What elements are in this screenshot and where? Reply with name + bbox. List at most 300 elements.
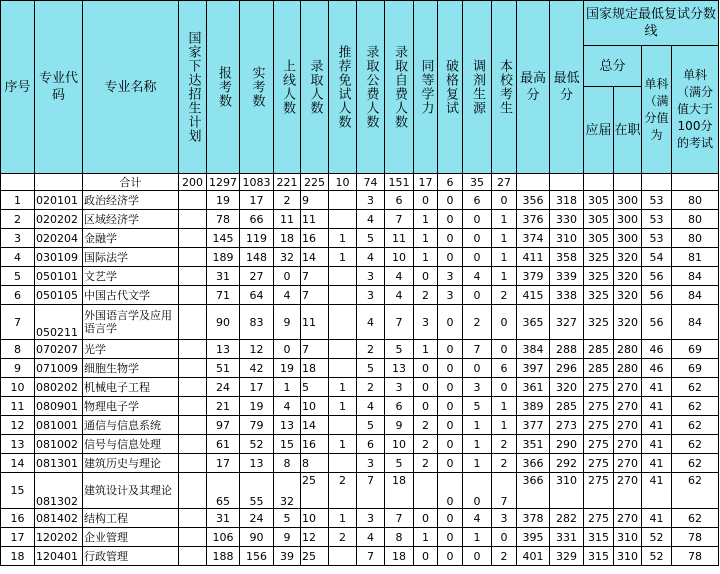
cell-admitted: 7 <box>301 267 329 286</box>
cell-seq: 7 <box>1 305 35 340</box>
cell-s2: 84 <box>672 305 719 340</box>
header-own-school: 本校考生 <box>492 1 517 174</box>
cell-exception: 0 <box>438 473 463 509</box>
total-code <box>35 174 83 191</box>
cell-seq: 4 <box>1 248 35 267</box>
cell-admitted: 11 <box>301 305 329 340</box>
cell-admitted: 5 <box>301 378 329 397</box>
cell-self-fee: 4 <box>385 267 414 286</box>
cell-seq: 16 <box>1 509 35 528</box>
cell-transfer: 0 <box>463 359 492 378</box>
cell-code: 081302 <box>35 473 83 509</box>
cell-s2: 62 <box>672 435 719 454</box>
cell-fresh: 275 <box>584 509 614 528</box>
cell-public-fee: 6 <box>357 435 385 454</box>
cell-transfer: 0 <box>463 547 492 566</box>
cell-s1: 56 <box>642 286 672 305</box>
cell-public-fee: 4 <box>357 210 385 229</box>
cell-online: 4 <box>274 286 301 305</box>
cell-actual: 79 <box>240 416 274 435</box>
cell-equiv <box>414 473 438 509</box>
total-fresh <box>584 174 614 191</box>
total-seq <box>1 174 35 191</box>
cell-highest: 378 <box>517 509 550 528</box>
cell-equiv: 0 <box>414 547 438 566</box>
cell-fresh: 305 <box>584 191 614 210</box>
cell-admitted: 12 <box>301 528 329 547</box>
cell-actual: 19 <box>240 397 274 416</box>
cell-exception: 0 <box>438 210 463 229</box>
table-row <box>1 340 719 359</box>
cell-online: 2 <box>274 191 301 210</box>
table-row <box>1 359 719 378</box>
cell-code: 070207 <box>35 340 83 359</box>
cell-fresh: 325 <box>584 305 614 340</box>
cell-fresh: 315 <box>584 547 614 566</box>
table-row <box>1 229 719 248</box>
cell-s1: 52 <box>642 528 672 547</box>
cell-own-school: 2 <box>492 435 517 454</box>
cell-seq: 13 <box>1 435 35 454</box>
cell-recommended <box>329 416 357 435</box>
cell-public-fee: 5 <box>357 416 385 435</box>
cell-s1: 53 <box>642 229 672 248</box>
cell-seq: 11 <box>1 397 35 416</box>
cell-code: 071009 <box>35 359 83 378</box>
cell-code: 080901 <box>35 397 83 416</box>
cell-lowest: 331 <box>550 528 584 547</box>
cell-applied: 31 <box>207 267 240 286</box>
cell-transfer: 0 <box>463 229 492 248</box>
cell-transfer: 5 <box>463 397 492 416</box>
cell-recommended <box>329 340 357 359</box>
cell-name: 文艺学 <box>83 267 179 286</box>
cell-applied: 71 <box>207 286 240 305</box>
cell-employed: 280 <box>614 340 642 359</box>
cell-self-fee: 4 <box>385 286 414 305</box>
cell-exception: 0 <box>438 229 463 248</box>
cell-employed: 320 <box>614 286 642 305</box>
cell-name: 国际法学 <box>83 248 179 267</box>
cell-admitted: 14 <box>301 416 329 435</box>
cell-exception: 0 <box>438 397 463 416</box>
cell-name: 光学 <box>83 340 179 359</box>
table-row <box>1 528 719 547</box>
cell-fresh: 305 <box>584 210 614 229</box>
cell-s1: 53 <box>642 210 672 229</box>
cell-s1: 41 <box>642 416 672 435</box>
cell-online: 39 <box>274 547 301 566</box>
cell-employed: 270 <box>614 509 642 528</box>
cell-highest: 379 <box>517 267 550 286</box>
total-lowest <box>550 174 584 191</box>
cell-lowest: 285 <box>550 397 584 416</box>
cell-self-fee: 9 <box>385 416 414 435</box>
header-total-score: 总分 <box>584 46 642 87</box>
cell-actual: 64 <box>240 286 274 305</box>
cell-exception: 0 <box>438 547 463 566</box>
cell-name: 建筑设计及其理论 <box>83 473 179 509</box>
cell-public-fee: 3 <box>357 267 385 286</box>
cell-seq: 1 <box>1 191 35 210</box>
cell-s1: 41 <box>642 473 672 509</box>
cell-seq: 2 <box>1 210 35 229</box>
cell-employed: 310 <box>614 547 642 566</box>
cell-equiv: 1 <box>414 210 438 229</box>
cell-transfer: 1 <box>463 416 492 435</box>
cell-applied: 90 <box>207 305 240 340</box>
cell-self-fee: 7 <box>385 509 414 528</box>
cell-plan <box>179 397 207 416</box>
cell-transfer: 0 <box>463 210 492 229</box>
cell-fresh: 325 <box>584 267 614 286</box>
cell-s2: 62 <box>672 416 719 435</box>
cell-s1: 52 <box>642 547 672 566</box>
total-online: 221 <box>274 174 301 191</box>
cell-applied: 78 <box>207 210 240 229</box>
cell-s1: 41 <box>642 509 672 528</box>
cell-own-school: 0 <box>492 305 517 340</box>
cell-lowest: 338 <box>550 286 584 305</box>
cell-name: 机械电子工程 <box>83 378 179 397</box>
cell-applied: 17 <box>207 454 240 473</box>
cell-online: 19 <box>274 359 301 378</box>
cell-recommended <box>329 547 357 566</box>
cell-transfer: 2 <box>463 305 492 340</box>
cell-employed: 270 <box>614 473 642 509</box>
cell-transfer: 4 <box>463 509 492 528</box>
cell-exception: 0 <box>438 416 463 435</box>
cell-exception: 0 <box>438 528 463 547</box>
cell-s2: 80 <box>672 191 719 210</box>
cell-recommended: 1 <box>329 378 357 397</box>
total-s2 <box>672 174 719 191</box>
cell-equiv: 2 <box>414 435 438 454</box>
cell-own-school: 1 <box>492 229 517 248</box>
cell-s2: 80 <box>672 210 719 229</box>
cell-fresh: 275 <box>584 435 614 454</box>
cell-admitted: 8 <box>301 454 329 473</box>
header-fresh: 应届 <box>584 87 614 174</box>
cell-actual: 66 <box>240 210 274 229</box>
cell-exception: 3 <box>438 286 463 305</box>
header-transfer: 调剂生源 <box>463 1 492 174</box>
cell-highest: 376 <box>517 210 550 229</box>
header-self-fee: 录取自费人数 <box>385 1 414 174</box>
cell-equiv: 2 <box>414 454 438 473</box>
cell-s2: 62 <box>672 378 719 397</box>
table-row <box>1 210 719 229</box>
cell-code: 020204 <box>35 229 83 248</box>
cell-plan <box>179 378 207 397</box>
cell-applied: 13 <box>207 340 240 359</box>
cell-online: 1 <box>274 378 301 397</box>
cell-admitted: 16 <box>301 435 329 454</box>
header-applied: 报考数 <box>207 1 240 174</box>
cell-public-fee: 2 <box>357 378 385 397</box>
cell-lowest: 296 <box>550 359 584 378</box>
cell-highest: 365 <box>517 305 550 340</box>
cell-highest: 401 <box>517 547 550 566</box>
cell-transfer: 3 <box>463 378 492 397</box>
cell-self-fee: 3 <box>385 378 414 397</box>
cell-fresh: 275 <box>584 416 614 435</box>
cell-applied: 61 <box>207 435 240 454</box>
cell-s2: 78 <box>672 547 719 566</box>
header-seq: 序号 <box>1 1 35 174</box>
total-exception: 6 <box>438 174 463 191</box>
table-row <box>1 454 719 473</box>
cell-actual: 42 <box>240 359 274 378</box>
cell-lowest: 290 <box>550 435 584 454</box>
cell-seq: 14 <box>1 454 35 473</box>
table-row <box>1 416 719 435</box>
cell-own-school: 1 <box>492 248 517 267</box>
cell-plan <box>179 210 207 229</box>
cell-actual: 17 <box>240 191 274 210</box>
cell-plan <box>179 473 207 509</box>
cell-own-school: 2 <box>492 286 517 305</box>
cell-transfer: 1 <box>463 435 492 454</box>
cell-actual: 90 <box>240 528 274 547</box>
cell-s2: 84 <box>672 267 719 286</box>
header-lowest: 最低分 <box>550 1 584 174</box>
cell-plan <box>179 248 207 267</box>
cell-applied: 97 <box>207 416 240 435</box>
header-online: 上线人数 <box>274 1 301 174</box>
cell-employed: 270 <box>614 454 642 473</box>
cell-equiv: 2 <box>414 416 438 435</box>
cell-recommended: 2 <box>329 528 357 547</box>
cell-exception: 0 <box>438 378 463 397</box>
cell-applied: 189 <box>207 248 240 267</box>
cell-s2: 69 <box>672 359 719 378</box>
cell-applied: 188 <box>207 547 240 566</box>
cell-public-fee: 5 <box>357 359 385 378</box>
cell-online: 15 <box>274 435 301 454</box>
cell-equiv: 0 <box>414 509 438 528</box>
cell-self-fee: 10 <box>385 435 414 454</box>
cell-own-school: 7 <box>492 473 517 509</box>
header-single-gt100: 单科（满分值大于100分的考试 <box>672 46 719 174</box>
cell-own-school: 0 <box>492 528 517 547</box>
cell-plan <box>179 359 207 378</box>
total-recommended: 10 <box>329 174 357 191</box>
cell-actual: 27 <box>240 267 274 286</box>
cell-own-school: 6 <box>492 359 517 378</box>
header-name: 专业名称 <box>83 1 179 174</box>
cell-lowest: 273 <box>550 416 584 435</box>
total-equiv: 17 <box>414 174 438 191</box>
cell-applied: 21 <box>207 397 240 416</box>
cell-lowest: 329 <box>550 547 584 566</box>
cell-s2: 81 <box>672 248 719 267</box>
cell-name: 中国古代文学 <box>83 286 179 305</box>
cell-name: 细胞生物学 <box>83 359 179 378</box>
cell-online: 0 <box>274 267 301 286</box>
cell-name: 企业管理 <box>83 528 179 547</box>
cell-name: 结构工程 <box>83 509 179 528</box>
cell-lowest: 292 <box>550 454 584 473</box>
cell-admitted: 18 <box>301 359 329 378</box>
cell-s1: 41 <box>642 435 672 454</box>
cell-online: 32 <box>274 248 301 267</box>
cell-s1: 46 <box>642 359 672 378</box>
cell-plan <box>179 286 207 305</box>
total-highest <box>517 174 550 191</box>
cell-lowest: 327 <box>550 305 584 340</box>
cell-self-fee: 6 <box>385 397 414 416</box>
cell-s2: 69 <box>672 340 719 359</box>
cell-s1: 46 <box>642 340 672 359</box>
cell-name: 金融学 <box>83 229 179 248</box>
cell-self-fee: 5 <box>385 454 414 473</box>
total-row <box>1 174 719 191</box>
cell-employed: 270 <box>614 397 642 416</box>
cell-actual: 83 <box>240 305 274 340</box>
cell-highest: 389 <box>517 397 550 416</box>
table-row <box>1 435 719 454</box>
cell-seq: 6 <box>1 286 35 305</box>
cell-code: 120401 <box>35 547 83 566</box>
header-employed: 在职 <box>614 87 642 174</box>
table-row <box>1 191 719 210</box>
cell-highest: 351 <box>517 435 550 454</box>
cell-online: 0 <box>274 340 301 359</box>
cell-online: 11 <box>274 210 301 229</box>
cell-plan <box>179 305 207 340</box>
cell-employed: 320 <box>614 248 642 267</box>
cell-self-fee: 6 <box>385 191 414 210</box>
cell-plan <box>179 229 207 248</box>
cell-employed: 300 <box>614 191 642 210</box>
cell-code: 120202 <box>35 528 83 547</box>
cell-code: 030109 <box>35 248 83 267</box>
cell-admitted: 14 <box>301 248 329 267</box>
cell-actual: 55 <box>240 473 274 509</box>
header-single-le100: 单科（满分值为 <box>642 46 672 174</box>
cell-recommended <box>329 359 357 378</box>
cell-online: 18 <box>274 229 301 248</box>
cell-lowest: 358 <box>550 248 584 267</box>
cell-public-fee: 3 <box>357 454 385 473</box>
header-highest: 最高分 <box>517 1 550 174</box>
cell-employed: 270 <box>614 416 642 435</box>
cell-seq: 18 <box>1 547 35 566</box>
total-public-fee: 74 <box>357 174 385 191</box>
cell-fresh: 275 <box>584 454 614 473</box>
cell-highest: 415 <box>517 286 550 305</box>
cell-fresh: 275 <box>584 473 614 509</box>
cell-equiv: 0 <box>414 191 438 210</box>
cell-lowest: 310 <box>550 229 584 248</box>
cell-actual: 156 <box>240 547 274 566</box>
cell-s2: 78 <box>672 528 719 547</box>
cell-plan <box>179 547 207 566</box>
cell-plan <box>179 340 207 359</box>
cell-exception: 0 <box>438 248 463 267</box>
header-recommended: 推荐免试人数 <box>329 1 357 174</box>
cell-lowest: 339 <box>550 267 584 286</box>
cell-self-fee: 8 <box>385 528 414 547</box>
cell-own-school: 3 <box>492 509 517 528</box>
cell-s2: 80 <box>672 229 719 248</box>
cell-own-school: 0 <box>492 191 517 210</box>
cell-recommended <box>329 305 357 340</box>
cell-lowest: 288 <box>550 340 584 359</box>
cell-exception: 0 <box>438 340 463 359</box>
cell-public-fee: 2 <box>357 340 385 359</box>
cell-plan <box>179 509 207 528</box>
table-row <box>1 378 719 397</box>
cell-fresh: 285 <box>584 359 614 378</box>
cell-public-fee: 5 <box>357 229 385 248</box>
cell-name: 政治经济学 <box>83 191 179 210</box>
cell-recommended: 1 <box>329 229 357 248</box>
table-header <box>1 1 719 174</box>
cell-seq: 17 <box>1 528 35 547</box>
cell-seq: 15 <box>1 473 35 509</box>
cell-exception: 0 <box>438 359 463 378</box>
cell-s1: 56 <box>642 305 672 340</box>
cell-name: 物理电子学 <box>83 397 179 416</box>
cell-equiv: 0 <box>414 378 438 397</box>
cell-own-school: 2 <box>492 547 517 566</box>
cell-recommended: 1 <box>329 435 357 454</box>
table-row <box>1 547 719 566</box>
header-public-fee: 录取公费人数 <box>357 1 385 174</box>
cell-code: 081301 <box>35 454 83 473</box>
total-employed <box>614 174 642 191</box>
cell-equiv: 1 <box>414 340 438 359</box>
cell-online: 8 <box>274 454 301 473</box>
cell-admitted: 7 <box>301 340 329 359</box>
cell-s1: 54 <box>642 248 672 267</box>
cell-own-school: 0 <box>492 340 517 359</box>
cell-equiv: 3 <box>414 305 438 340</box>
cell-transfer: 0 <box>463 473 492 509</box>
cell-code: 081402 <box>35 509 83 528</box>
cell-fresh: 325 <box>584 248 614 267</box>
cell-online: 32 <box>274 473 301 509</box>
cell-highest: 384 <box>517 340 550 359</box>
cell-s2: 62 <box>672 454 719 473</box>
table-row <box>1 286 719 305</box>
cell-applied: 65 <box>207 473 240 509</box>
cell-public-fee: 4 <box>357 397 385 416</box>
cell-employed: 280 <box>614 359 642 378</box>
cell-online: 9 <box>274 528 301 547</box>
table-row <box>1 248 719 267</box>
cell-s1: 41 <box>642 454 672 473</box>
total-actual: 1083 <box>240 174 274 191</box>
cell-employed: 300 <box>614 229 642 248</box>
cell-lowest: 282 <box>550 509 584 528</box>
cell-self-fee: 5 <box>385 340 414 359</box>
cell-admitted: 25 <box>301 547 329 566</box>
cell-applied: 145 <box>207 229 240 248</box>
table-row <box>1 509 719 528</box>
cell-transfer: 1 <box>463 528 492 547</box>
cell-recommended <box>329 286 357 305</box>
cell-plan <box>179 267 207 286</box>
total-transfer: 35 <box>463 174 492 191</box>
cell-recommended <box>329 210 357 229</box>
cell-employed: 270 <box>614 435 642 454</box>
cell-admitted: 10 <box>301 397 329 416</box>
cell-code: 050211 <box>35 305 83 340</box>
cell-actual: 12 <box>240 340 274 359</box>
